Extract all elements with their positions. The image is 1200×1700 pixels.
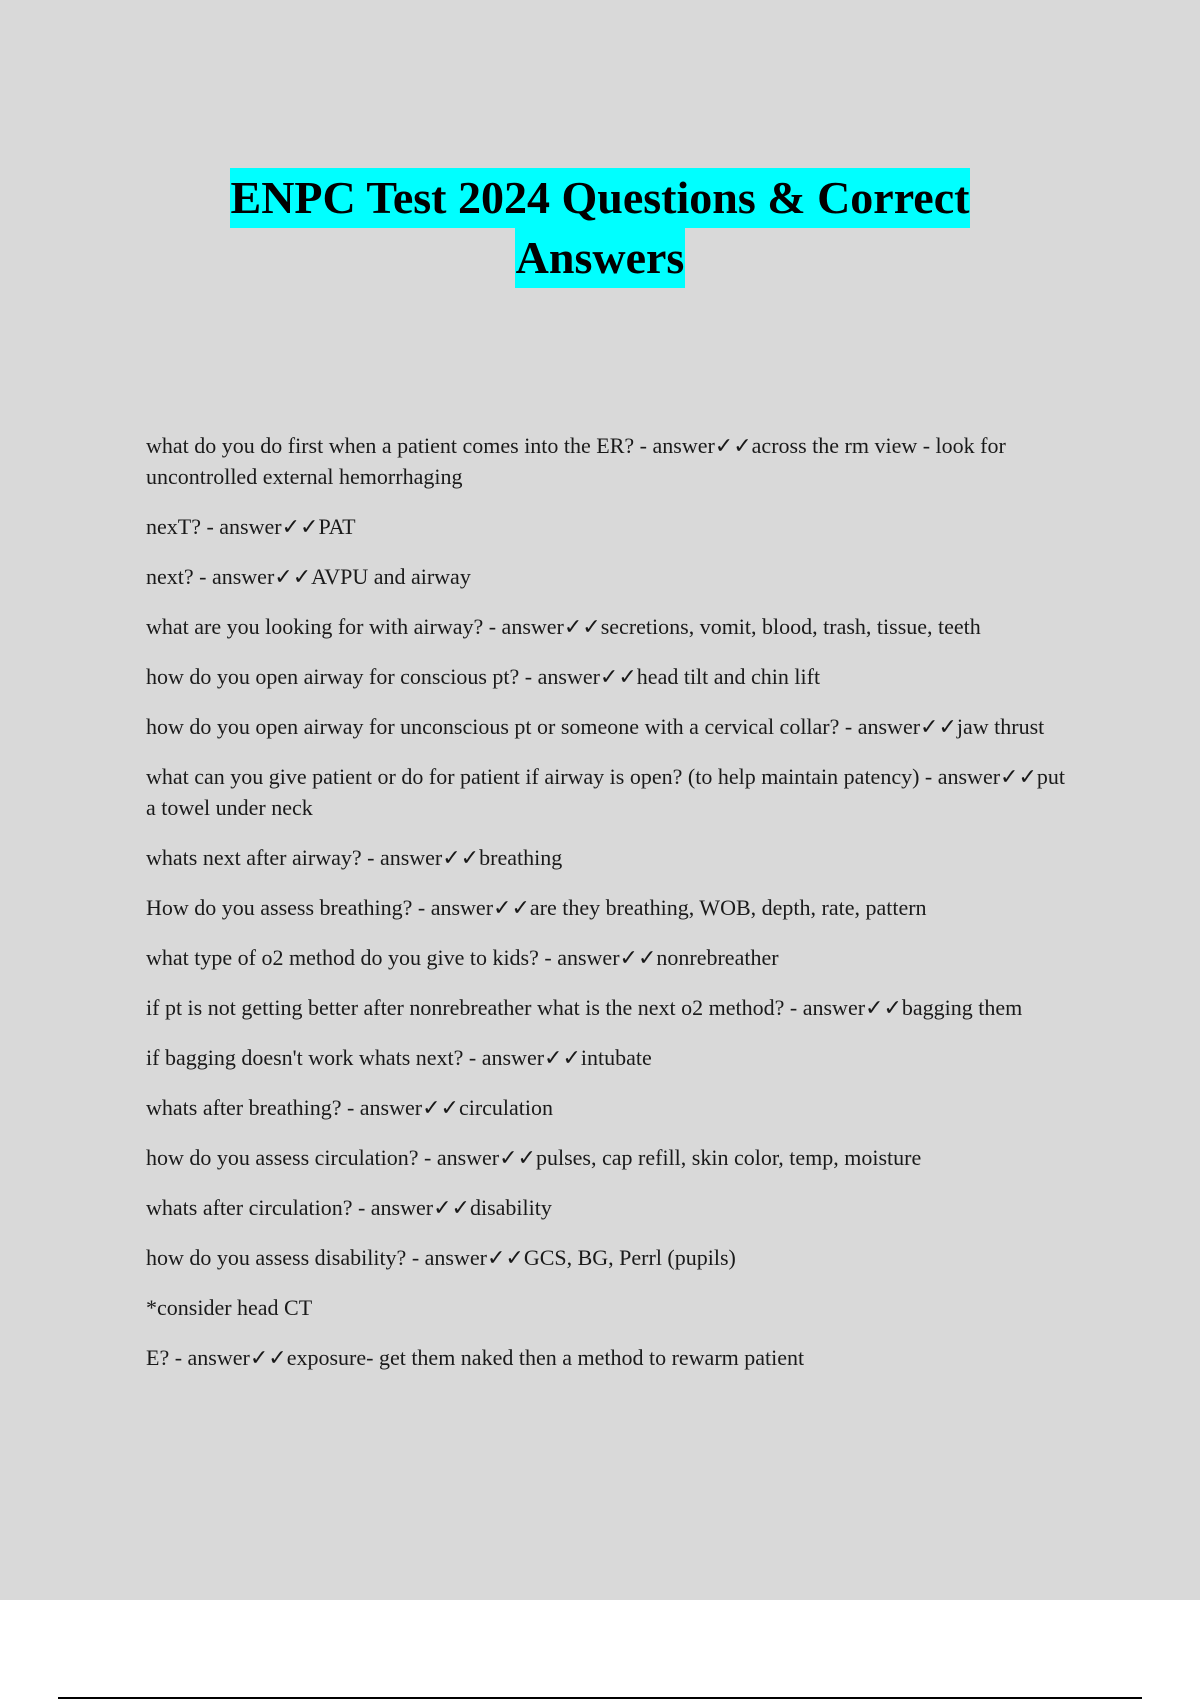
qa-item: nexT? - answer✓✓PAT	[146, 514, 356, 539]
title-line-1: ENPC Test 2024 Questions & Correct	[230, 168, 971, 228]
qa-item: How do you assess breathing? - answer✓✓are they breathing, WOB, depth, rate, pattern	[146, 895, 927, 920]
qa-item: how do you assess circulation? - answer✓✓pulses, cap refill, skin color, temp, moisture	[146, 1145, 922, 1170]
qa-item: how do you open airway for conscious pt? - answer✓✓head tilt and chin lift	[146, 664, 821, 689]
qa-item: what do you do first when a patient comes into the ER? - answer✓✓across the rm view - look for uncontrolled external hemorrhaging	[146, 433, 1006, 489]
qa-item: *consider head CT	[146, 1295, 313, 1320]
qa-item: whats after circulation? - answer✓✓disability	[146, 1195, 552, 1220]
title-line-2: Answers	[515, 228, 686, 288]
qa-list	[146, 430, 1076, 1392]
qa-item: whats next after airway? - answer✓✓breathing	[146, 845, 563, 870]
qa-item: what type of o2 method do you give to kids? - answer✓✓nonrebreather	[146, 945, 779, 970]
qa-item: E? - answer✓✓exposure- get them naked then a method to rewarm patient	[146, 1345, 805, 1370]
footer-divider	[58, 1697, 1142, 1699]
qa-item: how do you assess disability? - answer✓✓GCS, BG, Perrl (pupils)	[146, 1245, 736, 1270]
qa-item: what can you give patient or do for patient if airway is open? (to help maintain patency) - answer✓✓put a towel under neck	[146, 764, 1066, 820]
document-title	[0, 168, 1200, 288]
qa-item: next? - answer✓✓AVPU and airway	[146, 564, 471, 589]
qa-item: whats after breathing? - answer✓✓circulation	[146, 1095, 554, 1120]
qa-item: if pt is not getting better after nonrebreather what is the next o2 method? - answer✓✓bagging them	[146, 995, 1023, 1020]
qa-item: how do you open airway for unconscious pt or someone with a cervical collar? - answer✓✓jaw thrust	[146, 714, 1045, 739]
qa-item: what are you looking for with airway? - answer✓✓secretions, vomit, blood, trash, tissue, teeth	[146, 614, 981, 639]
qa-item: if bagging doesn't work whats next? - answer✓✓intubate	[146, 1045, 652, 1070]
